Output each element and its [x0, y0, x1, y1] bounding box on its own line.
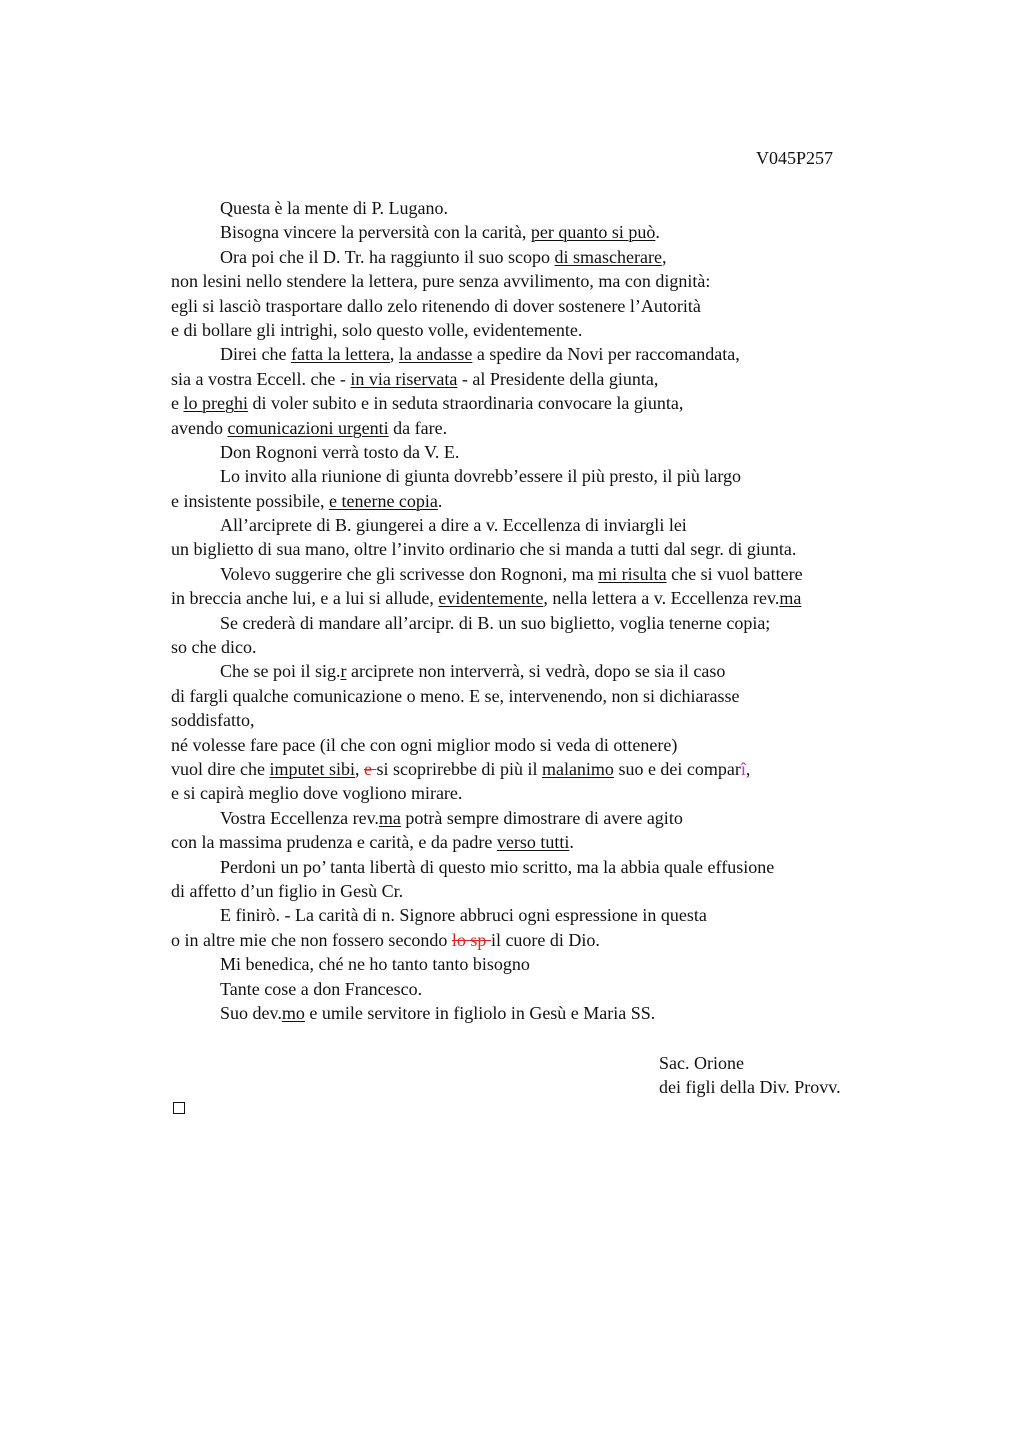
deleted-text: e: [363, 758, 377, 779]
line-text: Se crederà di mandare all’arcipr. di B. un suo biglietto, voglia tenerne copia;: [220, 612, 771, 633]
line-text: Perdoni un po’ tanta libertà di questo mio scritto, ma la abbia quale effusione: [220, 856, 775, 877]
text-line: [171, 952, 931, 976]
line-text: Don Rognoni verrà tosto da V. E.: [220, 441, 460, 462]
underlined-phrase: malanimo: [541, 758, 614, 779]
underlined-abbreviation: ma: [378, 807, 401, 828]
text-line: [171, 245, 931, 269]
inserted-text: î: [740, 758, 746, 779]
underlined-abbreviation: r: [340, 661, 347, 682]
line-text: ,: [745, 758, 751, 779]
letter-body: [171, 196, 931, 1025]
text-line: [171, 611, 931, 635]
line-text: so che dico.: [171, 637, 257, 658]
line-text: e umile servitore in figliolo in Gesù e Maria SS.: [304, 1002, 656, 1023]
line-text: si scoprirebbe di più il: [376, 758, 542, 779]
line-text: Volevo suggerire che gli scrivesse don Rognoni, ma: [220, 563, 599, 584]
line-text: o in altre mie che non fossero secondo: [171, 929, 452, 950]
underlined-phrase: comunicazioni urgenti: [227, 417, 389, 438]
text-line: [171, 464, 931, 488]
text-line: [171, 440, 931, 464]
text-line: [171, 781, 931, 805]
text-line: [171, 220, 931, 244]
line-text: Lo invito alla riunione di giunta dovrebb’essere il più presto, il più largo: [220, 466, 742, 487]
line-text: da fare.: [388, 417, 448, 438]
line-text: Questa è la mente di P. Lugano.: [220, 198, 448, 218]
underlined-abbreviation: mo: [281, 1002, 305, 1023]
line-text: potrà sempre dimostrare di avere agito: [400, 807, 683, 828]
line-text: di fargli qualche comunicazione o meno. E se, intervenendo, non si dichiarasse: [171, 685, 740, 706]
text-line: [171, 855, 931, 879]
line-text: e: [171, 393, 184, 414]
text-line: [171, 903, 931, 927]
line-text: vuol dire che: [171, 758, 270, 779]
text-line: [171, 416, 931, 440]
line-text: ,: [354, 758, 364, 779]
line-text: Tante cose a don Francesco.: [220, 978, 423, 999]
underlined-abbreviation: ma: [779, 588, 802, 609]
line-text: arciprete non interverrà, si vedrà, dopo se sia il caso: [346, 661, 726, 682]
line-text: ,: [389, 344, 399, 365]
text-line: [171, 928, 931, 952]
line-text: né volesse fare pace (il che con ogni miglior modo si veda di ottenere): [171, 734, 678, 755]
underlined-phrase: per quanto si può: [530, 222, 656, 243]
text-line: [171, 977, 931, 1001]
text-line: [171, 757, 931, 781]
deleted-text: lo sp: [451, 929, 491, 950]
underlined-phrase: evidentemente: [438, 588, 544, 609]
line-text: e di bollare gli intrighi, solo questo volle, evidentemente.: [171, 319, 583, 340]
line-text: Che se poi il sig.: [220, 661, 341, 682]
line-text: Bisogna vincere la perversità con la carità,: [220, 222, 531, 243]
text-line: [171, 562, 931, 586]
text-line: [171, 489, 931, 513]
line-text: con la massima prudenza e carità, e da padre: [171, 832, 497, 853]
line-text: Suo dev.: [220, 1002, 282, 1023]
line-text: All’arciprete di B. giungerei a dire a v. Eccellenza di inviargli lei: [220, 515, 687, 536]
text-line: [171, 318, 931, 342]
line-text: Ora poi che il D. Tr. ha raggiunto il suo scopo: [220, 246, 555, 267]
line-text: - al Presidente della giunta,: [457, 368, 659, 389]
signature-name: Sac. Orione: [659, 1053, 744, 1073]
underlined-phrase: in via riservata: [350, 368, 458, 389]
signature-block: [659, 1051, 841, 1100]
text-line: [171, 708, 931, 732]
line-text: sia a vostra Eccell. che -: [171, 368, 351, 389]
line-text: a spedire da Novi per raccomandata,: [472, 344, 740, 365]
text-line: [171, 635, 931, 659]
line-text: e si capirà meglio dove vogliono mirare.: [171, 783, 463, 804]
line-text: suo e dei compar: [613, 758, 741, 779]
page-identifier: V045P257: [756, 148, 834, 168]
line-text: ,: [661, 246, 667, 267]
underlined-phrase: imputet sibi: [269, 758, 355, 779]
underlined-phrase: verso tutti: [496, 832, 570, 853]
line-text: non lesini nello stendere la lettera, pure senza avvilimento, ma con dignità:: [171, 271, 711, 292]
line-text: in breccia anche lui, e a lui si allude,: [171, 588, 439, 609]
line-text: Direi che: [220, 344, 291, 365]
line-text: il cuore di Dio.: [490, 929, 600, 950]
underlined-phrase: lo preghi: [183, 393, 248, 414]
text-line: [171, 342, 931, 366]
text-line: [171, 733, 931, 757]
text-line: [171, 586, 931, 610]
text-line: [171, 294, 931, 318]
text-line: [171, 806, 931, 830]
line-text: E finirò. - La carità di n. Signore abbruci ogni espressione in questa: [220, 905, 707, 926]
text-line: [171, 830, 931, 854]
line-text: , nella lettera a v. Eccellenza rev.: [543, 588, 780, 609]
text-line: [171, 391, 931, 415]
underlined-phrase: e tenerne copia: [328, 490, 438, 511]
text-line: [171, 1001, 931, 1025]
text-line: [171, 196, 931, 220]
line-text: .: [655, 222, 660, 243]
underlined-phrase: la andasse: [398, 344, 473, 365]
text-line: [171, 537, 931, 561]
text-line: [171, 684, 931, 708]
line-text: Mi benedica, ché ne ho tanto tanto bisogno: [220, 954, 530, 975]
line-text: avendo: [171, 417, 228, 438]
underlined-phrase: mi risulta: [598, 563, 667, 584]
line-text: .: [437, 490, 443, 511]
signature-congregation: dei figli della Div. Provv.: [659, 1077, 841, 1098]
text-line: [171, 659, 931, 683]
end-marker-box: [173, 1102, 185, 1114]
text-line: [171, 269, 931, 293]
line-text: soddisfatto,: [171, 710, 255, 731]
underlined-phrase: di smascherare: [554, 246, 662, 267]
text-line: [171, 879, 931, 903]
line-text: un biglietto di sua mano, oltre l’invito ordinario che si manda a tutti dal segr. di giunta.: [171, 539, 797, 560]
text-line: [171, 513, 931, 537]
line-text: egli si lasciò trasportare dallo zelo ritenendo di dover sostenere l’Autorità: [171, 295, 701, 316]
line-text: di voler subito e in seduta straordinaria convocare la giunta,: [248, 393, 684, 414]
line-text: che si vuol battere: [666, 563, 803, 584]
line-text: .: [569, 832, 574, 853]
line-text: e insistente possibile,: [171, 490, 329, 511]
line-text: di affetto d’un figlio in Gesù Cr.: [171, 880, 404, 901]
text-line: [171, 367, 931, 391]
line-text: Vostra Eccellenza rev.: [220, 807, 379, 828]
underlined-phrase: fatta la lettera: [290, 344, 390, 365]
